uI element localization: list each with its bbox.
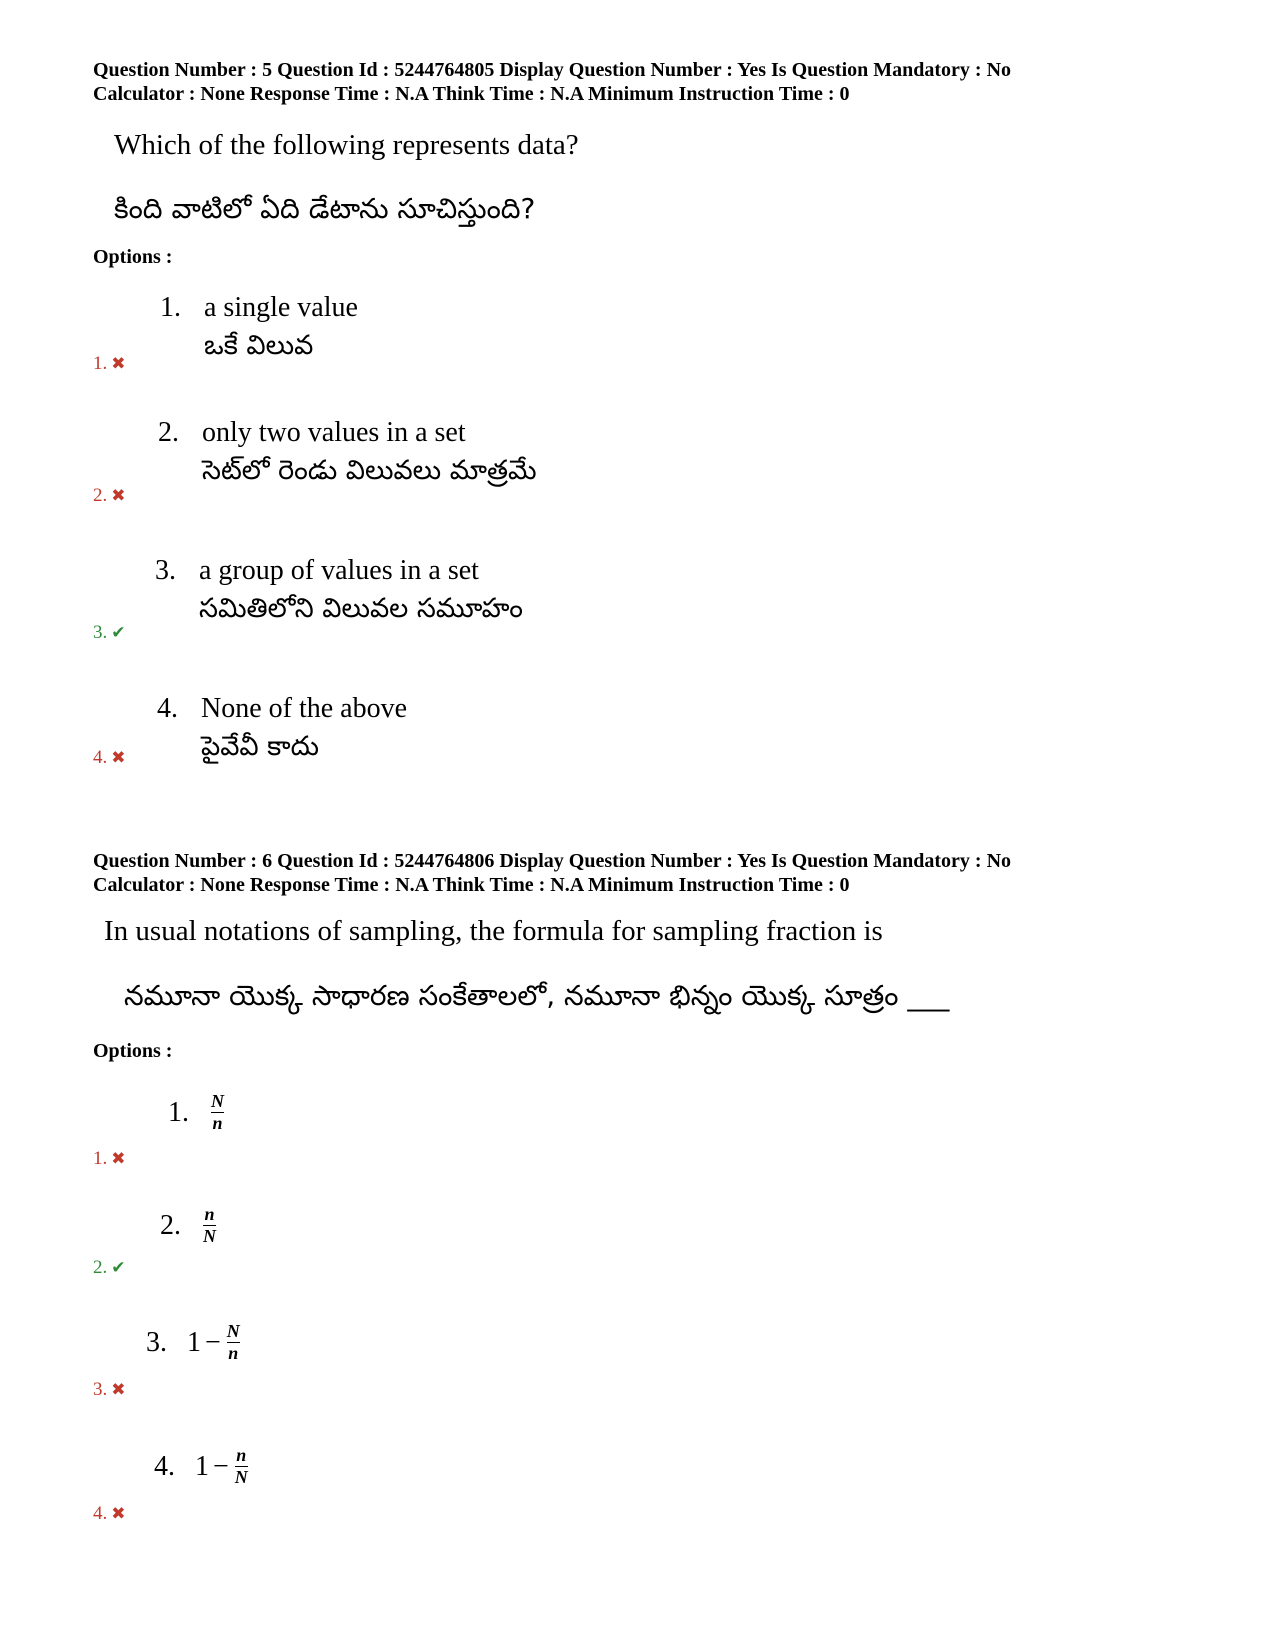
- fraction-numerator: n: [204, 1204, 215, 1224]
- option-text-english: a group of values in a set: [199, 555, 479, 586]
- option-number: 3.: [146, 1326, 167, 1358]
- option-status-marker: [93, 1257, 126, 1279]
- cross-icon: ✖: [111, 354, 126, 373]
- option-marker-number: 2.: [93, 485, 108, 506]
- option-number: 4.: [154, 1450, 175, 1482]
- question-text-english: In usual notations of sampling, the formula for sampling fraction is: [104, 915, 883, 947]
- option-text-english: None of the above: [201, 693, 408, 724]
- minus-sign: −: [213, 1450, 229, 1482]
- question-text-telugu: కింది వాటిలో ఏది డేటాను సూచిస్తుంది?: [114, 192, 536, 225]
- minus-sign: −: [205, 1326, 221, 1358]
- option-status-marker: [93, 353, 126, 375]
- cross-icon: ✖: [111, 486, 126, 505]
- check-icon: ✔: [111, 1258, 126, 1277]
- fraction-denominator: N: [203, 1226, 216, 1246]
- option-status-marker: [93, 747, 126, 769]
- question-text-telugu: నమూనా యొక్క సాధారణ సంకేతాలలో, నమూనా భిన్నం యొక్క సూత్రం ___: [124, 979, 950, 1012]
- option-text-telugu: సెట్‌లో రెండు విలువలు మాత్రమే: [202, 455, 537, 486]
- option-number: 2.: [158, 417, 179, 448]
- option-status-marker: [93, 1148, 126, 1170]
- fraction-numerator: N: [226, 1321, 240, 1341]
- option-marker-number: 3.: [93, 622, 108, 643]
- option-status-marker: [93, 1503, 126, 1525]
- option-number: 1.: [168, 1096, 189, 1128]
- option-marker-number: 1.: [93, 1148, 108, 1169]
- option-text-english: only two values in a set: [202, 417, 466, 448]
- fraction-denominator: n: [228, 1343, 239, 1363]
- option-marker-number: 2.: [93, 1257, 108, 1278]
- option-formula: [146, 1322, 240, 1363]
- option-marker-number: 3.: [93, 1379, 108, 1400]
- fraction-numerator: n: [236, 1445, 247, 1465]
- options-label: Options :: [93, 246, 173, 268]
- option-text-telugu: సమితిలోని విలువల సమూహం: [199, 593, 523, 624]
- option-status-marker: [93, 622, 126, 644]
- option-text-telugu: ఒకే విలువ: [204, 330, 314, 361]
- option-number: 1.: [160, 292, 181, 323]
- fraction: [203, 1205, 216, 1246]
- option-text-english: a single value: [204, 292, 358, 323]
- question-meta-line-1: Question Number : 6 Question Id : 5244764806 Display Question Number : Yes Is Question Mandatory : No: [93, 850, 1012, 872]
- cross-icon: ✖: [111, 1149, 126, 1168]
- formula-constant: 1: [195, 1450, 209, 1482]
- option-formula: [168, 1092, 224, 1133]
- cross-icon: ✖: [111, 748, 126, 767]
- option-text-telugu: పైవేవీ కాదు: [201, 731, 319, 762]
- question-meta-line-2: Calculator : None Response Time : N.A Think Time : N.A Minimum Instruction Time : 0: [93, 83, 850, 105]
- options-label: Options :: [93, 1040, 173, 1062]
- option-marker-number: 1.: [93, 353, 108, 374]
- option-formula: [160, 1205, 216, 1246]
- check-icon: ✔: [111, 623, 126, 642]
- option-number: 4.: [157, 693, 178, 724]
- fraction-denominator: N: [234, 1467, 248, 1487]
- cross-icon: ✖: [111, 1504, 126, 1523]
- option-status-marker: [93, 485, 126, 507]
- cross-icon: ✖: [111, 1380, 126, 1399]
- option-marker-number: 4.: [93, 747, 108, 768]
- fraction-numerator: N: [211, 1091, 224, 1111]
- formula-constant: 1: [187, 1326, 201, 1358]
- option-number: 2.: [160, 1209, 181, 1241]
- fraction: [211, 1092, 224, 1133]
- fraction: [235, 1446, 248, 1487]
- question-text-english: Which of the following represents data?: [114, 129, 579, 161]
- option-formula: [154, 1446, 248, 1487]
- question-meta-line-1: Question Number : 5 Question Id : 5244764805 Display Question Number : Yes Is Question Mandatory : No: [93, 59, 1012, 81]
- question-meta-line-2: Calculator : None Response Time : N.A Think Time : N.A Minimum Instruction Time : 0: [93, 874, 850, 896]
- option-number: 3.: [155, 555, 176, 586]
- fraction: [227, 1322, 240, 1363]
- option-status-marker: [93, 1379, 126, 1401]
- option-marker-number: 4.: [93, 1503, 108, 1524]
- fraction-denominator: n: [212, 1113, 223, 1133]
